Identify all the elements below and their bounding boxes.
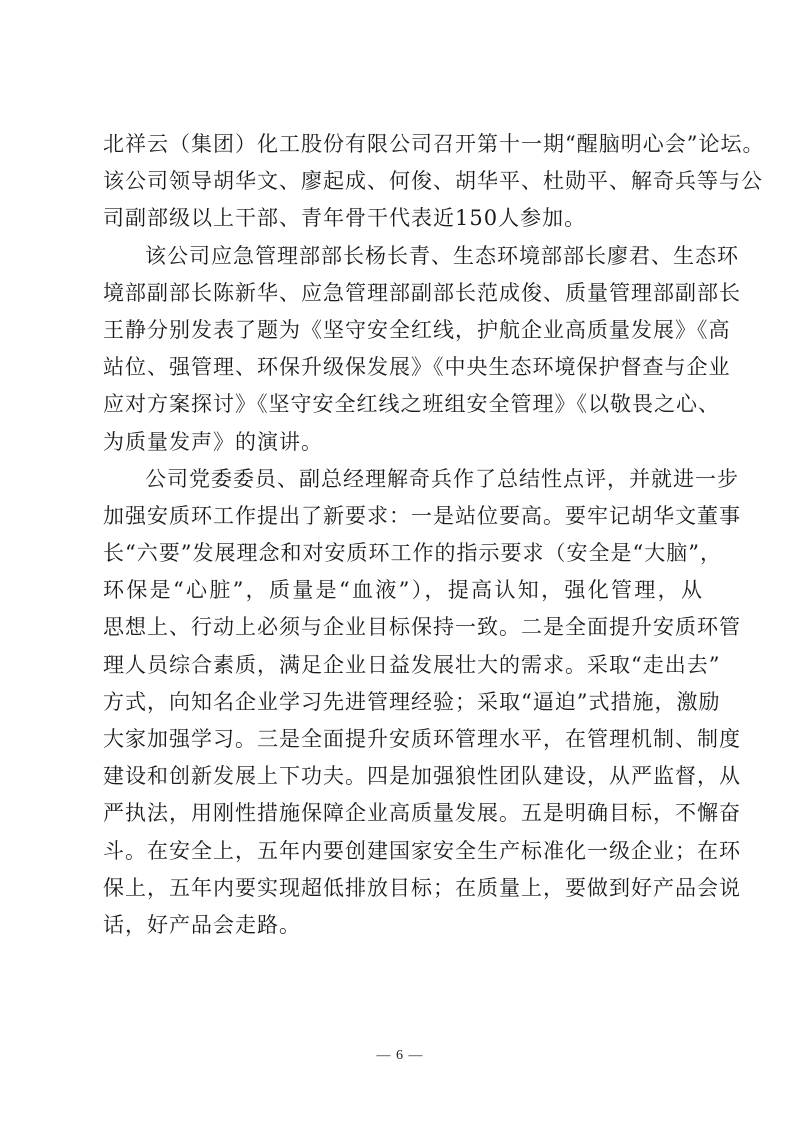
paragraph-summary-requirements [103,461,741,944]
text-line: 境部副部长陈新华、应急管理部副部长范成俊、质量管理部副部长 [103,280,741,305]
text-line: 公司党委委员、副总经理解奇兵作了总结性点评，并就进一步 [145,466,739,491]
text-line: 王静分别发表了题为《坚守安全红线，护航企业高质量发展》《高 [103,317,731,342]
paragraph-speeches [103,238,741,461]
text-line: 北祥云（集团）化工股份有限公司召开第十一期“醒脑明心会”论坛。 [103,132,765,156]
text-line: 保上，五年内要实现超低排放目标；在质量上，要做到好产品会说 [103,875,741,900]
text-line: 站位、强管理、环保升级保发展》《中央生态环境保护督查与企业 [103,355,731,380]
text-line: 应对方案探讨》《坚守安全红线之班组安全管理》《以敬畏之心、 [103,392,720,417]
text-line: 环保是“心脏”，质量是“血液”），提高认知，强化管理，从 [103,578,703,603]
text-line: 加强安质环工作提出了新要求：一是站位要高。要牢记胡华文董事 [103,503,741,528]
paragraph-forum-announcement [103,126,765,238]
body-text [103,126,765,944]
text-line: 该公司应急管理部部长杨长青、生态环境部部长廖君、生态环 [145,243,739,268]
text-line: 理人员综合素质，满足企业日益发展壮大的需求。采取“走出去” [103,652,721,677]
text-line: 斗。在安全上，五年内要创建国家安全生产标准化一级企业；在环 [103,838,741,863]
text-line: 思想上、行动上必须与企业目标保持一致。二是全面提升安质环管 [103,615,741,640]
page-number: — 6 — [376,1048,424,1063]
text-line: 大家加强学习。三是全面提升安质环管理水平，在管理机制、制度 [103,727,741,751]
text-line: 长“六要”发展理念和对安质环工作的指示要求（安全是“大脑”， [103,541,722,566]
text-line: 方式，向知名企业学习先进管理经验；采取“逼迫”式措施，激励 [103,689,721,714]
text-line: 为质量发声》的演讲。 [103,429,323,454]
text-line: 话，好产品会走路。 [103,912,301,937]
text-line: 建设和创新发展上下功夫。四是加强狼性团队建设，从严监督，从 [103,764,741,789]
text-line: 严执法，用刚性措施保障企业高质量发展。五是明确目标，不懈奋 [103,801,741,826]
text-line: 司副部级以上干部、青年骨干代表近150人参加。 [103,206,587,231]
text-line: 该公司领导胡华文、廖起成、何俊、胡华平、杜勋平、解奇兵等与公 [103,169,763,194]
